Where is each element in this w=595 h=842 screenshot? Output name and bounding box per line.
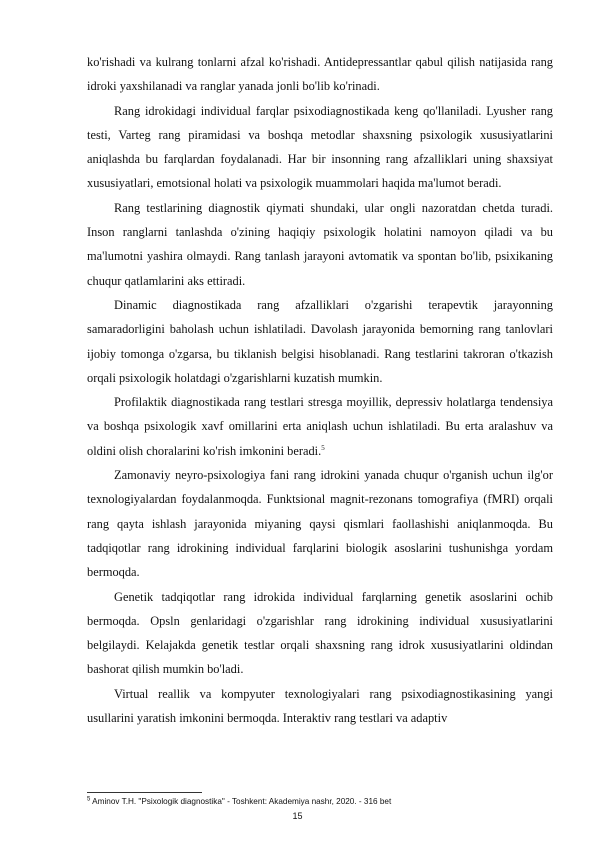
paragraph: Rang idrokidagi individual farqlar psixodiagnostikada keng qo'llaniladi. Lyusher rang testi, Varteg rang piramidasi va boshqa metodlar shaxsning psixologik xususiyatlarini aniqlashda bu farqlardan foydalanadi. Har bir insonning rang afzalliklari uning shaxsiyat xususiyatlari, emotsional holati va psixologik muammolari haqida ma'lumot beradi. xyxy=(87,103,553,191)
footnote-text: Aminov T.H. "Psixologik diagnostika" - Toshkent: Akademiya nashr, 2020. - 316 bet xyxy=(92,797,392,806)
paragraph: ko'rishadi va kulrang tonlarni afzal ko'rishadi. Antidepressantlar qabul qilish natijasida rang idroki yaxshilanadi va ranglar yanada jonli bo'lib ko'rinadi. xyxy=(87,55,553,94)
paragraph: Genetik tadqiqotlar rang idrokida individual farqlarning genetik asoslarini ochib bermoqda. Opsln genlaridagi o'zgarishlar rang idrokining individual xususiyatlarini belgilaydi. Kelajakda genetik testlar orqali shaxsning rang idrok xususiyatlarini oldindan bashorat qilish mumkin bo'ladi. xyxy=(87,589,553,677)
paragraph: Rang testlarining diagnostik qiymati shundaki, ular ongli nazoratdan chetda turadi. Inson ranglarni tanlashda o'zining haqiqiy psixologik holatini namoyon qiladi va bu ma'lumotni yashira olmaydi. Rang tanlash jarayoni avtomatik va spontan bo'lib, psixikaning chuqur qatlamlarini aks ettiradi. xyxy=(87,200,553,288)
paragraph: Dinamic diagnostikada rang afzalliklari o'zgarishi terapevtik jarayonning samaradorligini baholash uchun ishlatiladi. Davolash jarayonida bemorning rang tanlovlari ijobiy tomonga o'zgarsa, bu tiklanish belgisi hisoblanadi. Rang testlarini takroran o'tkazish orqali psixologik holatdagi o'zgarishlarni kuzatish mumkin. xyxy=(87,297,553,385)
paragraph: Zamonaviy neyro-psixologiya fani rang idrokini yanada chuqur o'rganish uchun ilg'or texnologiyalardan foydalanmoqda. Funktsional magnit-rezonans tomografiya (fMRI) orqali rang qayta ishlash jarayonida miyaning qaysi qismlari faollashishi aniqlanmoqda. Bu tadqiqotlar rang idrokining individual farqlarini biologik asoslarini tushunishga yordam bermoqda. xyxy=(87,468,553,580)
footnote-number: 5 xyxy=(87,796,91,803)
footnote-separator xyxy=(87,792,202,793)
page-body xyxy=(87,50,553,730)
footnote xyxy=(87,796,553,807)
page-number: 15 xyxy=(292,811,303,821)
footnote-reference: 5 xyxy=(321,443,325,452)
paragraph: Profilaktik diagnostikada rang testlari stresga moyillik, depressiv holatlarga tendensiya va boshqa psixologik xavf omillarini erta aniqlash uchun ishlatiladi. Bu erta aralashuv va oldini olish choralarini ko'rish imkonini beradi.$^5$ xyxy=(87,395,553,458)
paragraph: Virtual reallik va kompyuter texnologiyalari rang psixodiagnostikasining yangi usullarini yaratish imkonini bermoqda. Interaktiv rang testlari va adaptiv xyxy=(87,686,553,726)
